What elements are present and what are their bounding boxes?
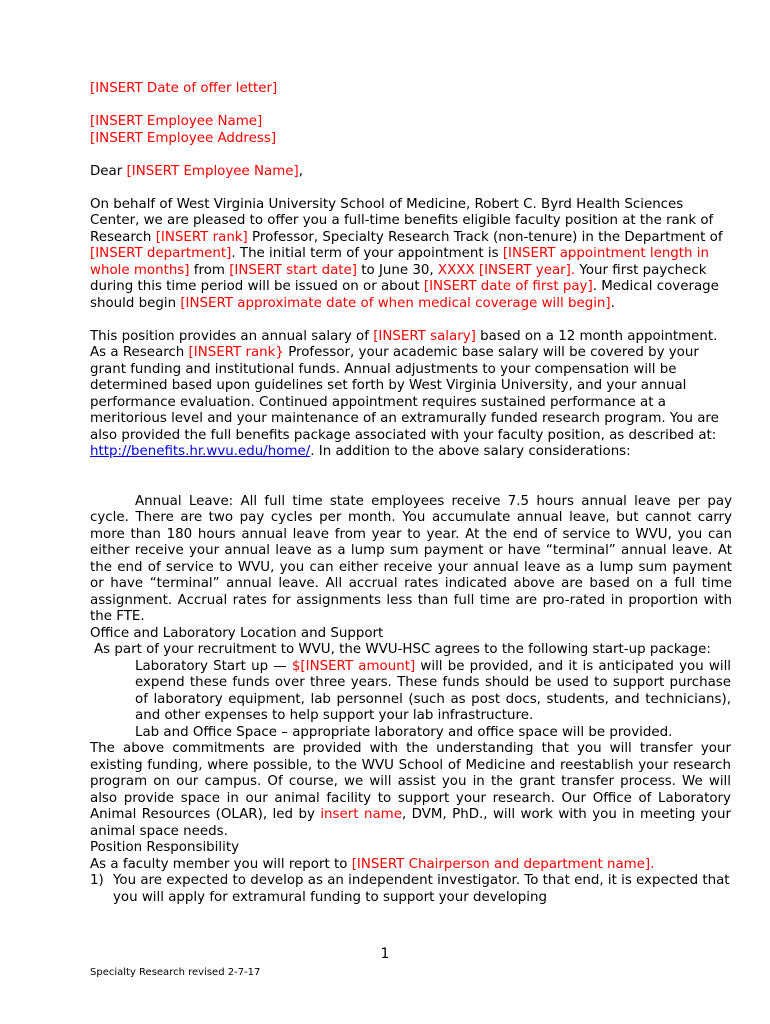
rank-placeholder-2: [INSERT rank} <box>188 345 284 360</box>
benefits-link[interactable]: http://benefits.hr.wvu.edu/home/ <box>90 444 311 459</box>
lab-startup-text-1: Laboratory Start up — <box>135 658 292 674</box>
medical-coverage-placeholder: [INSERT approximate date of when medical coverage will begin] <box>180 295 611 311</box>
start-date-placeholder: [INSERT start date] <box>229 262 357 278</box>
commitments-text-1: The above commitments are provided with the understanding that you will transfer your existing funding, where possible, to the WVU School of Medicine and reestablish your research program on our campus. Of course, we will assist you in the grant transfer process. We will also provide space in our animal facility to support your research. Our Office of Laboratory Animal Resources (OLAR), led by <box>90 741 731 822</box>
position-responsibility-heading: Position Responsibility <box>90 840 240 855</box>
salutation-dear: Dear <box>90 163 127 179</box>
footer-revision-note: Specialty Research revised 2-7-17 <box>90 967 261 978</box>
rank-placeholder: [INSERT rank] <box>155 229 248 245</box>
recipient-block <box>90 114 731 147</box>
lab-startup-paragraph <box>90 659 731 725</box>
salary-placeholder: [INSERT salary] <box>373 328 476 344</box>
employee-name-placeholder: [INSERT Employee Name] <box>90 114 263 129</box>
chairperson-placeholder: [INSERT Chairperson and department name]. <box>351 856 655 872</box>
page-number: 1 <box>380 946 390 962</box>
employee-address-placeholder: [INSERT Employee Address] <box>90 130 277 146</box>
salary-text-4: . In addition to the above salary considerations: <box>310 444 631 459</box>
department-placeholder: [INSERT department] <box>90 246 232 261</box>
year-placeholder: XXXX [INSERT year]. <box>437 262 576 278</box>
offer-text-3: . The initial term of your appointment is <box>231 246 503 261</box>
offer-text-1: On behalf of West Virginia University School of Medicine, Robert C. Byrd Health Sciences Center, we are pleased to offer you a full-time benefits eligible faculty position at the rank of Research <box>90 196 714 245</box>
letter-body <box>90 81 731 906</box>
list-number: 1) <box>90 873 104 888</box>
report-line <box>90 857 731 874</box>
offer-paragraph <box>90 197 731 313</box>
salutation-name-placeholder: [INSERT Employee Name] <box>126 163 299 179</box>
salary-paragraph <box>90 329 731 461</box>
appointment-length-placeholder: [INSERT appointment length in whole months] <box>90 246 710 278</box>
offer-text-2: Professor, Specialty Research Track (non-tenure) in the Department of <box>247 229 723 245</box>
lab-startup-text-2: will be provided, and it is anticipated you will expend these funds over three years. These funds should be used to support purchase of laboratory equipment, lab personnel (such as post docs, students, and technicians), and other expenses to help support your lab infrastructure. <box>135 658 732 723</box>
commitments-text-2: , DVM, PhD., will work with you in meeting your animal space needs. <box>90 807 731 839</box>
offer-text-5: to June 30, <box>356 262 438 278</box>
salary-text-3: Professor, your academic base salary will be covered by your grant funding and institutional funds. Annual adjustments to your compensation will be determined based upon guidelines set forth by West Virginia University, and your annual performance evaluation. Continued appointment requires sustained performance at a meritorious level and your maintenance of an extramurally funded research program. You are also provided the full benefits package associated with your faculty position, as described at: <box>90 345 719 443</box>
salutation <box>90 164 731 181</box>
amount-placeholder: $[INSERT amount] <box>291 658 416 674</box>
annual-leave-paragraph: Annual Leave: All full time state employees receive 7.5 hours annual leave per pay cycle. There are two pay cycles per month. You accumulate annual leave, but cannot carry more than 180 hours annual leave from year to year. At the end of service to WVU, you can either receive your annual leave as a lump sum payment or have “terminal” annual leave. At the end of service to WVU, you can either receive your annual leave as a lump sum payment or have “terminal” annual leave. All accrual rates indicated above are based on a full time assignment. Accrual rates for assignments less than full time are pro-rated in proportion with the FTE. <box>90 493 732 624</box>
responsibility-item-1 <box>90 873 731 906</box>
startup-intro: As part of your recruitment to WVU, the WVU-HSC agrees to the following start-up package: <box>94 642 711 657</box>
salutation-comma: , <box>298 163 304 179</box>
lab-space-paragraph: Lab and Office Space – appropriate laboratory and office space will be provided. <box>135 724 673 740</box>
report-text: As a faculty member you will report to <box>90 856 352 872</box>
commitments-paragraph <box>90 741 731 840</box>
offer-text-6: Your first paycheck during this time period will be issued on or about <box>90 262 707 294</box>
offer-text-7: . Medical coverage should begin <box>90 279 719 311</box>
responsibility-item-text: You are expected to develop as an independent investigator. To that end, it is expected that you will apply for extramural funding to support your developing <box>113 873 730 905</box>
salary-text-2: based on a 12 month appointment. As a Research <box>90 328 718 360</box>
olar-name-placeholder: insert name <box>320 807 402 822</box>
salary-text-1: This position provides an annual salary of <box>90 328 374 344</box>
offer-text-4: from <box>189 262 230 278</box>
offer-text-8: . <box>610 295 615 311</box>
date-placeholder: [INSERT Date of offer letter] <box>90 81 278 96</box>
first-pay-placeholder: [INSERT date of first pay] <box>423 279 593 294</box>
office-lab-heading: Office and Laboratory Location and Support <box>90 625 384 641</box>
